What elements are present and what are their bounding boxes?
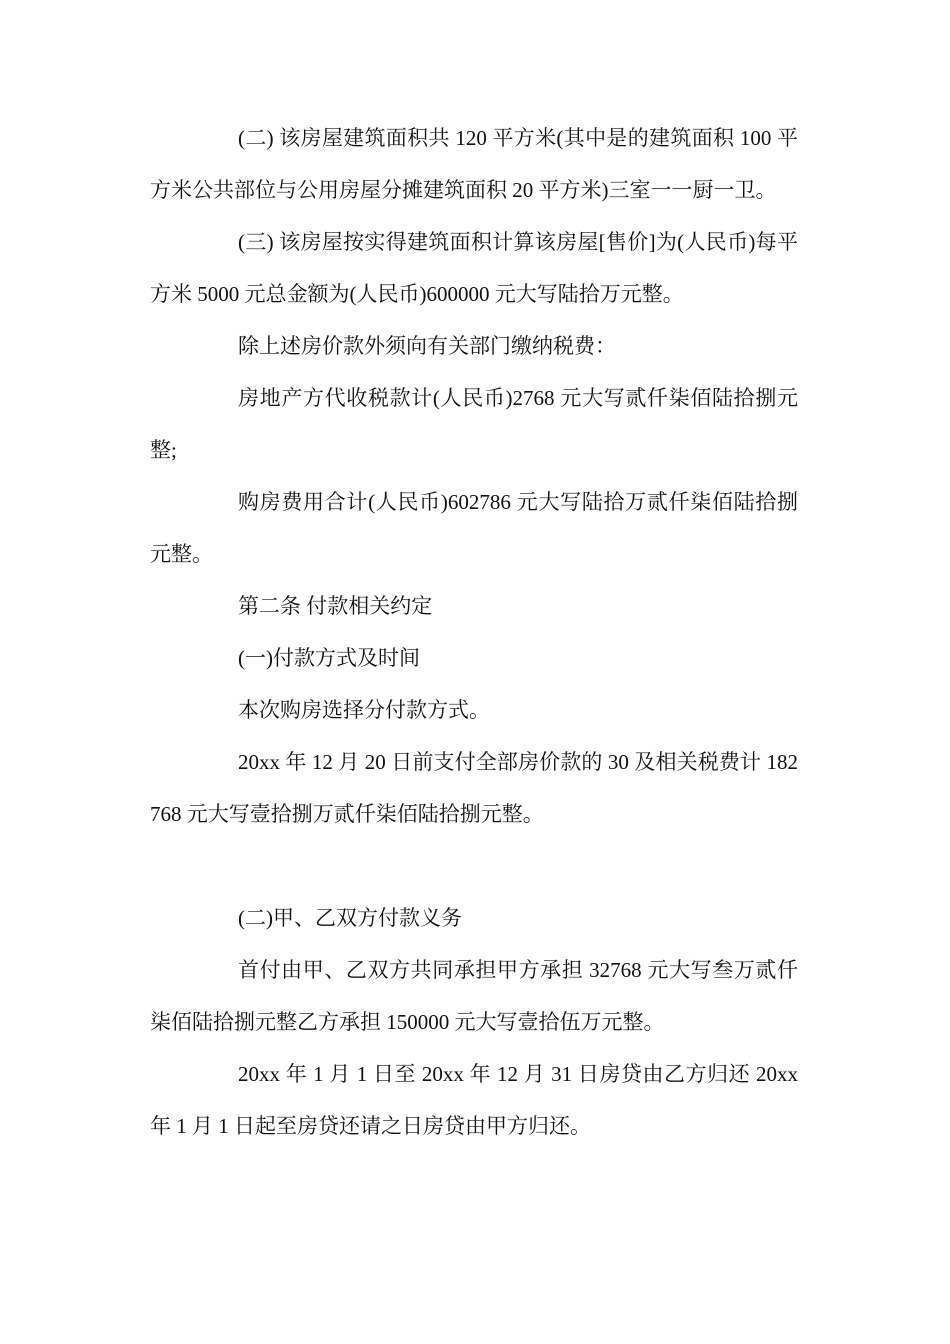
paragraph-tax-amount: 房地产方代收税款计(人民币)2768 元大写贰仟柒佰陆拾捌元整; <box>150 386 798 462</box>
paragraph-area: (二) 该房屋建筑面积共 120 平方米(其中是的建筑面积 100 平方米公共部位与公用房屋分摊建筑面积 20 平方米)三室一一厨一卫。 <box>150 126 798 202</box>
paragraph-down-payment: 20xx 年 12 月 20 日前支付全部房价款的 30 及相关税费计 182768 元大写壹拾捌万贰仟柒佰陆拾捌元整。 <box>150 750 798 826</box>
blank-line <box>150 840 798 892</box>
paragraph-price: (三) 该房屋按实得建筑面积计算该房屋[售价]为(人民币)每平方米 5000 元总金额为(人民币)600000 元大写陆拾万元整。 <box>150 230 798 306</box>
subheading-payment-obligations: (二)甲、乙双方付款义务 <box>238 906 462 930</box>
subheading-payment-method: (一)付款方式及时间 <box>238 646 420 670</box>
paragraph-obligation-split: 首付由甲、乙双方共同承担甲方承担 32768 元大写叁万贰仟柒佰陆拾捌元整乙方承担 150000 元大写壹拾伍万元整。 <box>150 958 798 1034</box>
paragraph-tax-intro: 除上述房价款外须向有关部门缴纳税费： <box>238 334 616 358</box>
paragraph-payment-choice: 本次购房选择分付款方式。 <box>238 698 490 722</box>
document-body <box>150 112 798 1152</box>
paragraph-loan-repayment: 20xx 年 1 月 1 日至 20xx 年 12 月 31 日房贷由乙方归还 20xx 年 1 月 1 日起至房贷还请之日房贷由甲方归还。 <box>150 1062 798 1138</box>
section-heading-article-2: 第二条 付款相关约定 <box>238 594 433 618</box>
paragraph-total-cost: 购房费用合计(人民币)602786 元大写陆拾万贰仟柒佰陆拾捌元整。 <box>150 490 798 566</box>
